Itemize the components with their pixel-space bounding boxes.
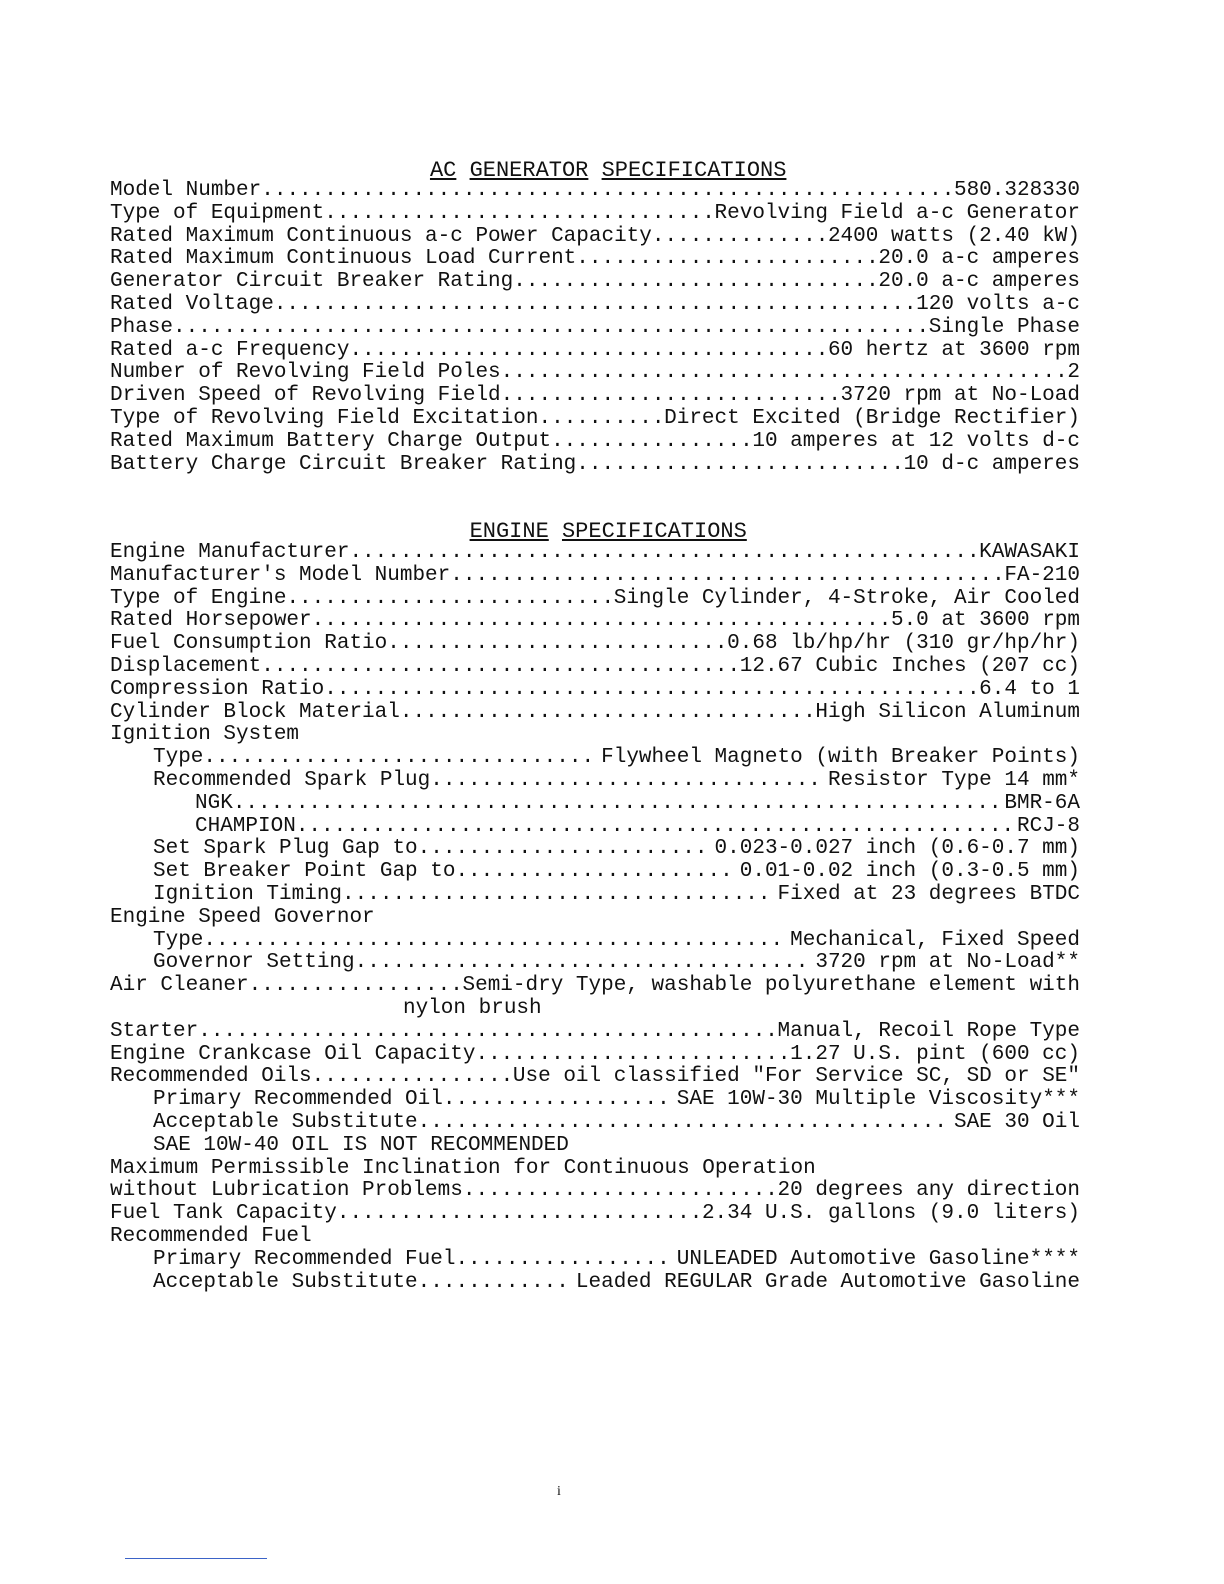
spec-label: without Lubrication Problems <box>110 1179 463 1203</box>
spec-label: Manufacturer's Model Number <box>110 563 451 587</box>
leader-dots <box>342 884 774 907</box>
spec-label: Rated Horsepower <box>110 609 312 633</box>
spec-row-fuel-tank <box>110 1203 1080 1226</box>
spec-value: RCJ-8 <box>1016 814 1080 838</box>
spec-row <box>110 294 1080 317</box>
spec-row <box>110 454 1080 477</box>
leader-dots <box>173 317 925 340</box>
spec-value: 2 <box>1067 361 1080 385</box>
engine-spec-list <box>110 542 1080 1294</box>
spec-row <box>110 203 1080 226</box>
spec-value: UNLEADED Automotive Gasoline**** <box>676 1247 1080 1271</box>
spec-row-air-cleaner <box>110 975 1080 998</box>
spec-label: Type of Equipment <box>110 201 325 225</box>
spec-row <box>110 408 1080 431</box>
spec-label: Phase <box>110 315 174 339</box>
spec-label: Acceptable Substitute <box>153 1110 418 1134</box>
spec-value: SAE 30 Oil <box>953 1110 1080 1134</box>
spec-value: 6.4 to 1 <box>979 677 1080 701</box>
spec-value: 0.01-0.02 inch (0.3-0.5 mm) <box>739 860 1080 884</box>
spec-label: Generator Circuit Breaker Rating <box>110 270 514 294</box>
spec-label: Rated Maximum Continuous a-c Power Capacity <box>110 224 652 248</box>
spec-label: Displacement <box>110 654 262 678</box>
spec-row-rated-horsepower <box>110 610 1080 633</box>
spec-row-starter <box>110 1021 1080 1044</box>
spec-value: 20.0 a-c amperes <box>878 270 1080 294</box>
spec-row-model-number <box>110 565 1080 588</box>
leader-dots <box>249 975 459 998</box>
spec-label: Compression Ratio <box>110 677 325 701</box>
spec-label: Acceptable Substitute <box>153 1270 418 1294</box>
spec-row-engine-manufacturer <box>110 542 1080 565</box>
recommended-fuel-heading: Recommended Fuel <box>110 1224 312 1248</box>
spec-value: BMR-6A <box>1004 791 1080 815</box>
spec-value: 1.27 U.S. pint (600 cc) <box>790 1042 1080 1066</box>
leader-dots <box>564 408 660 431</box>
spec-label: Rated Voltage <box>110 292 274 316</box>
spec-label: Battery Charge Circuit Breaker Rating <box>110 452 577 476</box>
spec-row <box>110 340 1080 363</box>
spec-value: 5.0 at 3600 rpm <box>890 609 1080 633</box>
spec-label: Cylinder Block Material <box>110 700 400 724</box>
leader-dots <box>387 633 723 656</box>
spec-row-ignition-timing <box>110 884 1080 907</box>
spec-label: Primary Recommended Fuel <box>153 1247 456 1271</box>
leader-dots <box>296 816 1013 839</box>
spec-label: Type of Revolving Field Excitation.. <box>110 406 564 430</box>
spec-value: SAE 10W-30 Multiple Viscosity*** <box>676 1088 1080 1112</box>
spec-value: Direct Excited (Bridge Rectifier) <box>664 406 1080 430</box>
ignition-system-heading: Ignition System <box>110 723 300 747</box>
spec-value: Leaded REGULAR Grade Automotive Gasoline <box>575 1270 1080 1294</box>
spec-value: 20 degrees any direction <box>777 1179 1080 1203</box>
leader-dots <box>337 1203 698 1226</box>
leader-dots <box>203 747 597 770</box>
spec-value: 3720 rpm at No-Load <box>840 384 1080 408</box>
spec-label: Air Cleaner <box>110 974 249 998</box>
leader-dots <box>261 656 736 679</box>
spec-label: Driven Speed of Revolving Field <box>110 384 501 408</box>
spec-row-primary-oil <box>110 1089 1080 1112</box>
spec-value: 60 hertz at 3600 rpm <box>827 338 1080 362</box>
spec-row <box>110 180 1080 203</box>
spec-value: 10 d-c amperes <box>903 452 1080 476</box>
spec-row-primary-fuel <box>110 1249 1080 1272</box>
ac-title-word-3: SPECIFICATIONS <box>601 158 787 183</box>
leader-dots <box>324 679 975 702</box>
ac-title-word-2: GENERATOR <box>469 158 589 183</box>
page-number: i <box>557 1484 561 1499</box>
leader-dots <box>501 362 1064 385</box>
spec-label: Type <box>153 928 204 952</box>
spec-label: Set Spark Plug Gap to <box>153 837 418 861</box>
spec-label: Engine Crankcase Oil Capacity <box>110 1042 476 1066</box>
spec-label: Recommended Spark Plug <box>153 768 431 792</box>
spec-label: Starter <box>110 1019 199 1043</box>
spec-value: 120 volts a-c <box>916 292 1080 316</box>
spec-row-champion <box>110 816 1080 839</box>
leader-dots <box>261 180 950 203</box>
spec-row-ngk <box>110 793 1080 816</box>
leader-dots <box>286 588 609 611</box>
spec-value: Use oil classified "For Service SC, SD or SE" <box>512 1065 1080 1089</box>
leader-dots <box>203 930 786 953</box>
governor-heading: Engine Speed Governor <box>110 905 375 929</box>
leader-dots <box>455 861 735 884</box>
spec-value: Mechanical, Fixed Speed <box>790 928 1080 952</box>
leader-dots <box>450 565 1000 588</box>
spec-row <box>110 385 1080 408</box>
leader-dots <box>418 1272 572 1295</box>
spec-row-governor-type <box>110 930 1080 953</box>
spec-label: Set Breaker Point Gap to <box>153 860 456 884</box>
spec-value: 3720 rpm at No-Load** <box>815 951 1080 975</box>
spec-value: 2400 watts (2.40 kW) <box>827 224 1080 248</box>
leader-dots <box>233 793 1001 816</box>
leader-dots <box>475 1044 786 1067</box>
spec-value: Manual, Recoil Rope Type <box>777 1019 1080 1043</box>
spec-label: CHAMPION <box>195 814 296 838</box>
spec-label: NGK <box>195 791 233 815</box>
spec-value: FA-210 <box>1004 563 1080 587</box>
spec-label: Fuel Tank Capacity <box>110 1202 337 1226</box>
spec-label: Type of Engine <box>110 586 287 610</box>
spec-value: 0.023-0.027 inch (0.6-0.7 mm) <box>714 837 1080 861</box>
spec-label: Rated Maximum Continuous Load Current <box>110 247 577 271</box>
spec-value: 2.34 U.S. gallons (9.0 liters) <box>701 1202 1080 1226</box>
leader-dots <box>198 1021 773 1044</box>
spec-label: Engine Manufacturer <box>110 541 350 564</box>
spec-value: High Silicon Aluminum <box>815 700 1080 724</box>
leader-dots <box>551 431 748 454</box>
leader-dots <box>576 248 874 271</box>
footer-rule <box>125 1558 267 1559</box>
ac-title-word-1: AC <box>429 158 457 183</box>
leader-dots <box>312 610 887 633</box>
spec-label: Number of Revolving Field Poles <box>110 361 501 385</box>
spec-value: Single Phase <box>928 315 1080 339</box>
spec-row-plug-gap <box>110 838 1080 861</box>
spec-row-governor-setting <box>110 952 1080 975</box>
air-cleaner-continuation: nylon brush <box>403 996 542 1020</box>
leader-dots <box>418 838 711 861</box>
ac-spec-list <box>110 180 1080 476</box>
spec-value: Fixed at 23 degrees BTDC <box>777 882 1080 906</box>
spec-label: Primary Recommended Oil <box>153 1088 443 1112</box>
spec-value: Flywheel Magneto (with Breaker Points) <box>601 746 1080 770</box>
spec-label: Rated a-c Frequency <box>110 338 350 362</box>
leader-dots <box>501 385 837 408</box>
spec-label: Ignition Timing <box>153 882 343 906</box>
oil-warning-note: SAE 10W-40 OIL IS NOT RECOMMENDED <box>153 1133 569 1157</box>
spec-row-recommended-oils <box>110 1066 1080 1089</box>
leader-dots <box>349 542 975 565</box>
spec-label: Fuel Consumption Ratio <box>110 632 388 656</box>
spec-row-substitute-oil <box>110 1112 1080 1135</box>
spec-row-inclination <box>110 1180 1080 1203</box>
spec-label: Model Number <box>110 179 262 202</box>
spec-value: 20.0 a-c amperes <box>878 247 1080 271</box>
inclination-line-1: Maximum Permissible Inclination for Continuous Operation <box>110 1156 816 1180</box>
spec-row-ignition-type <box>110 747 1080 770</box>
spec-value: Single Cylinder, 4-Stroke, Air Cooled <box>613 586 1080 610</box>
spec-row-breaker-gap <box>110 861 1080 884</box>
spec-row-fuel-consumption <box>110 633 1080 656</box>
leader-dots <box>652 226 824 249</box>
leader-dots <box>400 702 811 725</box>
spec-row <box>110 226 1080 249</box>
leader-dots <box>463 1180 774 1203</box>
spec-row-cylinder-block <box>110 702 1080 725</box>
leader-dots <box>349 340 824 363</box>
spec-row <box>110 248 1080 271</box>
engine-title-word-1: ENGINE <box>469 519 549 544</box>
spec-row-spark-plug <box>110 770 1080 793</box>
leader-dots <box>312 1066 509 1089</box>
leader-dots <box>324 203 710 226</box>
spec-value: 10 amperes at 12 volts d-c <box>752 429 1080 453</box>
spec-value: KAWASAKI <box>979 541 1080 564</box>
leader-dots <box>455 1249 672 1272</box>
spec-value: Semi-dry Type, washable polyurethane element with <box>462 974 1080 998</box>
leader-dots <box>418 1112 950 1135</box>
ac-section-title <box>0 136 1190 182</box>
spec-value: Resistor Type 14 mm* <box>827 768 1080 792</box>
spec-row-compression-ratio <box>110 679 1080 702</box>
spec-value: 0.68 lb/hp/hr (310 gr/hp/hr) <box>727 632 1080 656</box>
spec-row <box>110 431 1080 454</box>
spec-label: Governor Setting <box>153 951 355 975</box>
spec-row-oil-capacity <box>110 1044 1080 1067</box>
spec-label: Recommended Oils <box>110 1065 312 1089</box>
engine-title-word-2: SPECIFICATIONS <box>561 519 747 544</box>
spec-label: Rated Maximum Battery Charge Output <box>110 429 552 453</box>
spec-row <box>110 362 1080 385</box>
spec-label: Type <box>153 746 204 770</box>
spec-row <box>110 271 1080 294</box>
spec-row <box>110 317 1080 340</box>
spec-row-type-of-engine <box>110 588 1080 611</box>
leader-dots <box>274 294 912 317</box>
spec-row-substitute-fuel <box>110 1272 1080 1295</box>
leader-dots <box>576 454 899 477</box>
leader-dots <box>430 770 824 793</box>
leader-dots <box>355 952 812 975</box>
spec-value: 12.67 Cubic Inches (207 cc) <box>739 654 1080 678</box>
spec-value: Revolving Field a-c Generator <box>714 201 1080 225</box>
leader-dots <box>443 1089 673 1112</box>
spec-value: 580.328330 <box>953 179 1080 202</box>
leader-dots <box>513 271 874 294</box>
engine-section-title <box>0 497 1190 543</box>
spec-row-displacement <box>110 656 1080 679</box>
